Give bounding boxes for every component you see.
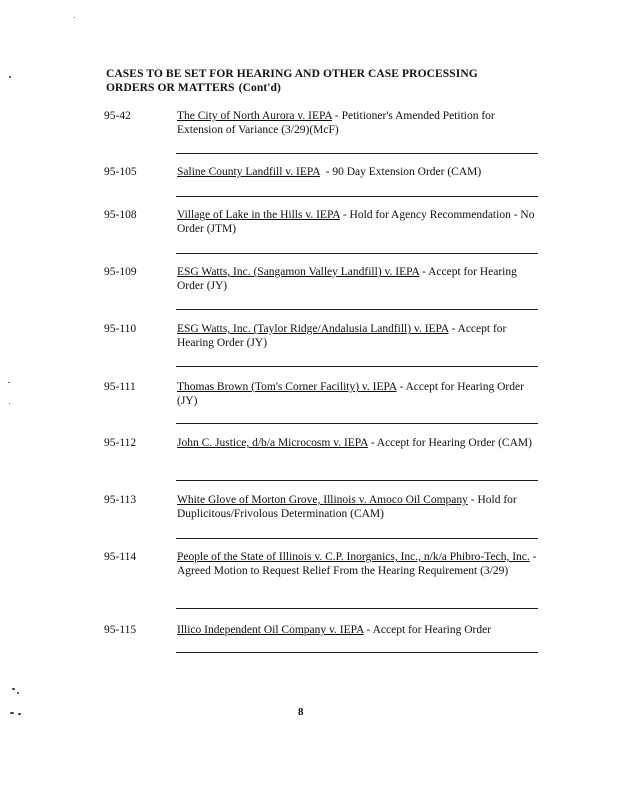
case-action: - Accept for Hearing Order (CAM) <box>367 437 532 449</box>
case-title: Thomas Brown (Tom's Corner Facility) v. IEPA <box>177 381 397 393</box>
case-title: White Glove of Morton Grove, Illinois v. Amoco Oil Company <box>177 494 468 506</box>
scan-speck <box>18 713 21 715</box>
case-action: - Accept for Hearing Order <box>363 624 492 636</box>
case-number: 95-111 <box>104 381 136 393</box>
case-action: - Accept for Hearing Order (JY) <box>177 266 517 292</box>
scan-speck <box>74 17 75 18</box>
case-title: ESG Watts, Inc. (Taylor Ridge/Andalusia Landfill) v. IEPA <box>177 323 449 335</box>
case-number: 95-105 <box>104 166 137 178</box>
case-number: 95-114 <box>104 551 137 563</box>
case-description <box>177 436 539 450</box>
case-description <box>177 550 539 578</box>
case-action: - Hold for Agency Recommendation - No Order (JTM) <box>177 209 535 235</box>
scan-speck <box>12 688 15 690</box>
scan-speck <box>8 382 10 383</box>
separator-line <box>176 423 538 424</box>
case-description <box>177 623 539 637</box>
case-action: - 90 Day Extension Order (CAM) <box>319 166 482 178</box>
case-description <box>177 322 539 350</box>
case-title: The City of North Aurora v. IEPA <box>177 110 333 122</box>
case-number: 95-108 <box>104 209 137 221</box>
case-action: - Hold for Duplicitous/Frivolous Determination (CAM) <box>177 494 517 520</box>
separator-line <box>176 366 538 367</box>
separator-line <box>176 309 538 310</box>
case-number: 95-112 <box>104 437 137 449</box>
case-title: Illico Independent Oil Company v. IEPA <box>177 624 364 636</box>
case-action: - Agreed Motion to Request Relief From the Hearing Requirement (3/29) <box>177 551 537 577</box>
case-number: 95-109 <box>104 266 137 278</box>
case-description <box>177 380 539 408</box>
case-title: Village of Lake in the Hills v. IEPA <box>177 209 340 221</box>
page-number: 8 <box>298 706 304 718</box>
heading-contd: (Cont'd) <box>238 82 281 94</box>
section-heading <box>106 67 526 95</box>
separator-line <box>176 253 538 254</box>
heading-line-2: ORDERS OR MATTERS (Cont'd) <box>106 82 281 94</box>
separator-line <box>176 196 538 197</box>
case-description <box>177 265 539 293</box>
case-number: 95-42 <box>104 110 131 122</box>
separator-line <box>176 480 538 481</box>
case-description <box>177 165 539 179</box>
case-title: Saline County Landfill v. IEPA <box>177 166 320 178</box>
separator-line <box>176 153 538 154</box>
case-description <box>177 208 539 236</box>
case-action: - Accept for Hearing Order (JY) <box>177 381 524 407</box>
separator-line <box>176 608 538 609</box>
scan-speck <box>9 76 11 78</box>
case-action: - Petitioner's Amended Petition for Extension of Variance (3/29)(McF) <box>177 110 495 136</box>
case-number: 95-115 <box>104 624 137 636</box>
separator-line <box>176 652 538 653</box>
case-number: 95-113 <box>104 494 137 506</box>
heading-line-1: CASES TO BE SET FOR HEARING AND OTHER CASE PROCESSING <box>106 68 478 80</box>
case-title: People of the State of Illinois v. C.P. Inorganics, Inc., n/k/a Phibro-Tech, Inc. <box>177 551 530 563</box>
case-number: 95-110 <box>104 323 137 335</box>
case-description <box>177 493 539 521</box>
separator-line <box>176 538 538 539</box>
case-title: ESG Watts, Inc. (Sangamon Valley Landfill) v. IEPA <box>177 266 420 278</box>
case-description <box>177 109 539 137</box>
case-action: - Accept for Hearing Order (JY) <box>177 323 507 349</box>
scan-speck <box>17 692 19 694</box>
case-title: John C. Justice, d/b/a Microcosm v. IEPA <box>177 437 368 449</box>
scan-speck <box>9 403 10 404</box>
scan-speck <box>10 712 14 714</box>
